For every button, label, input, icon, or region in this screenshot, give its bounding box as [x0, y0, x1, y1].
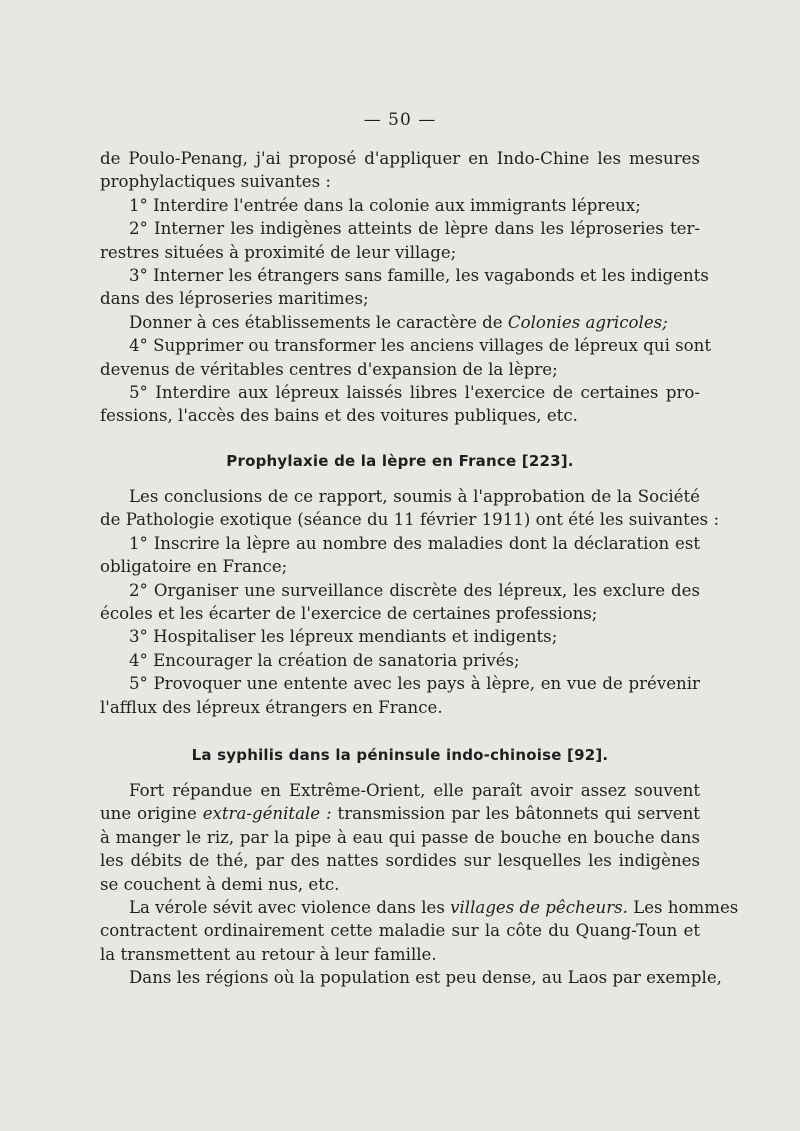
text-line: la transmettent au retour à leur famille.: [100, 944, 437, 964]
section-leprosy-france: [100, 485, 720, 719]
text-line: contractent ordinairement cette maladie sur la côte du Quang-Toun et: [100, 921, 700, 941]
text-line: 5° Interdire aux lépreux laissés libres l'exercice de certaines pro-: [129, 382, 700, 402]
text-line: l'afflux des lépreux étrangers en France.: [100, 697, 443, 717]
text-segment: transmission par les bâtonnets qui servent: [337, 804, 700, 824]
text-line: [100, 896, 739, 919]
text-segment: Donner à ces établissements le caractère de: [129, 312, 503, 332]
text-line: les débits de thé, par des nattes sordides sur lesquelles les indigènes: [100, 851, 700, 871]
italic-text: Colonies agricoles;: [507, 312, 668, 332]
text-line: Les conclusions de ce rapport, soumis à l'approbation de la Société: [129, 487, 700, 506]
text-line: Fort répandue en Extrême-Orient, elle paraît avoir assez souvent: [129, 781, 700, 800]
text-segment: La vérole sévit avec violence dans les: [129, 897, 445, 917]
text-segment: une origine: [100, 804, 197, 824]
text-line: 2° Organiser une surveillance discrète des lépreux, les exclure des: [129, 580, 700, 600]
text-line: 4° Encourager la création de sanatoria privés;: [129, 650, 520, 670]
text-line: restres situées à proximité de leur village;: [100, 242, 457, 262]
section-leprosy-measures: [100, 147, 712, 428]
text-line: 4° Supprimer ou transformer les anciens villages de lépreux qui sont: [129, 336, 712, 356]
text-line: obligatoire en France;: [100, 557, 288, 577]
text-line: Dans les régions où la population est peu dense, au Laos par exemple,: [129, 968, 722, 988]
text-line: 5° Provoquer une entente avec les pays à lèpre, en vue de prévenir: [129, 674, 700, 694]
text-line: de Pathologie exotique (séance du 11 février 1911) ont été les suivantes :: [100, 510, 720, 530]
section-heading: La syphilis dans la péninsule indo-chinoise [92].: [191, 746, 609, 764]
page-number: — 50 —: [363, 110, 437, 130]
text-line: dans des léproseries maritimes;: [100, 289, 369, 309]
text-line: 3° Interner les étrangers sans famille, les vagabonds et les indigents: [129, 265, 709, 285]
section-syphilis: [100, 779, 739, 990]
text-line: [100, 311, 700, 334]
text-line: 1° Inscrire la lèpre au nombre des maladies dont la déclaration est: [129, 533, 700, 553]
text-line: 3° Hospitaliser les lépreux mendiants et indigents;: [129, 627, 558, 647]
text-line: devenus de véritables centres d'expansion de la lèpre;: [100, 359, 558, 379]
text-line: [100, 802, 700, 825]
text-line: écoles et les écarter de l'exercice de certaines professions;: [100, 603, 598, 623]
section-heading: Prophylaxie de la lèpre en France [223].: [226, 452, 574, 470]
text-line: 2° Interner les indigènes atteints de lèpre dans les léproseries ter-: [129, 219, 700, 239]
text-line: de Poulo-Penang, j'ai proposé d'appliquer en Indo-Chine les mesures: [100, 149, 700, 168]
italic-text: extra-génitale :: [202, 804, 332, 824]
text-line: 1° Interdire l'entrée dans la colonie aux immigrants lépreux;: [129, 195, 641, 215]
italic-text: villages de pêcheurs.: [450, 897, 628, 917]
text-line: se couchent à demi nus, etc.: [100, 874, 340, 894]
text-line: à manger le riz, par la pipe à eau qui passe de bouche en bouche dans: [100, 827, 700, 847]
text-line: prophylactiques suivantes :: [100, 172, 331, 192]
text-line: fessions, l'accès des bains et des voitures publiques, etc.: [100, 406, 578, 426]
text-segment: Les hommes: [633, 897, 739, 917]
